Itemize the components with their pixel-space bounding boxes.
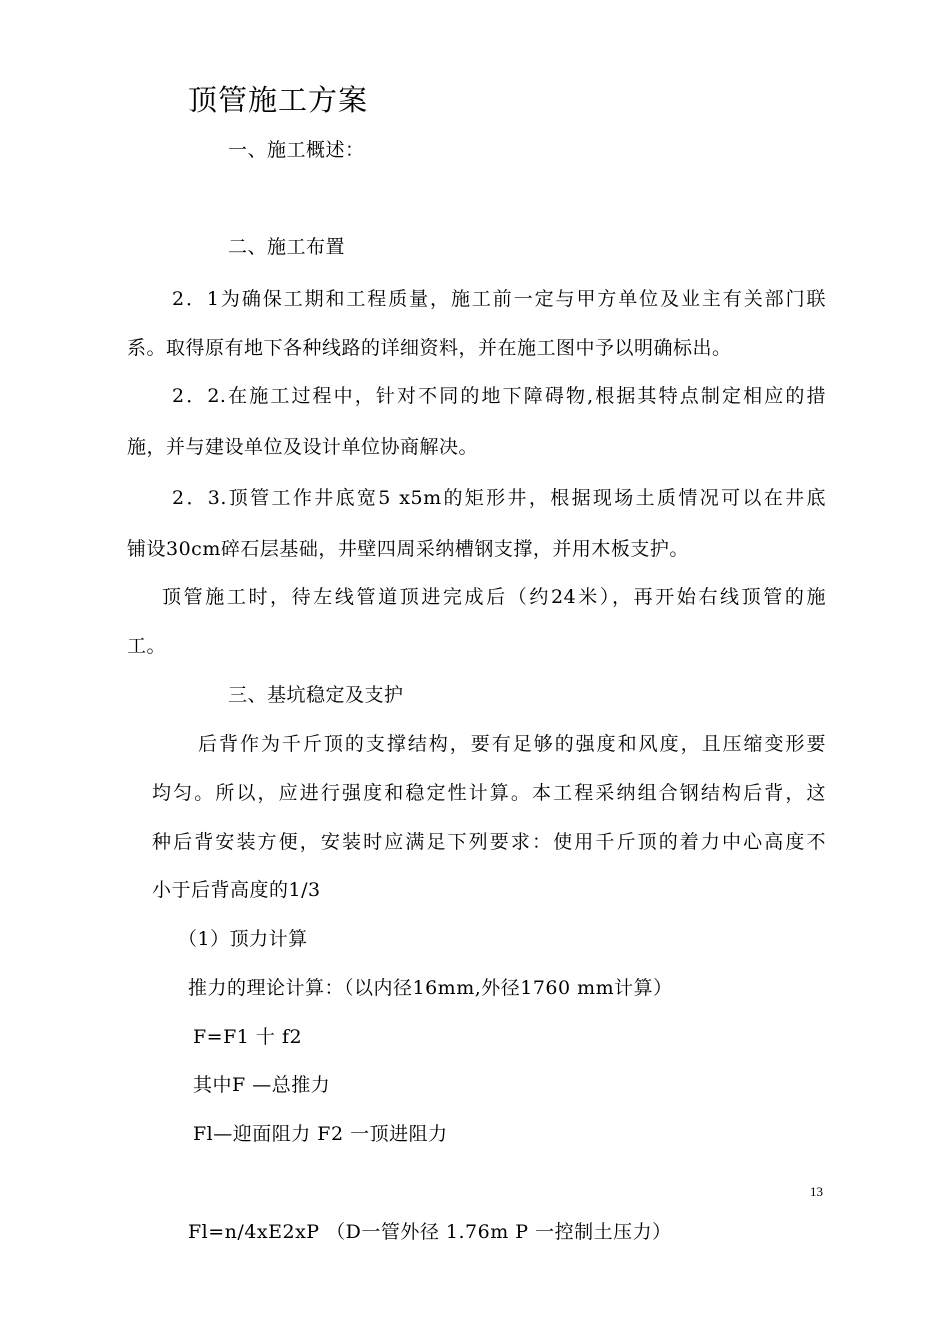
heading-jacking-force: （1）顶力计算	[178, 928, 308, 950]
paragraph-2-3-line-1: 2．3.顶管工作井底宽5 x5m的矩形井，根据现场土质情况可以在井底	[172, 487, 826, 509]
heading-foundation-pit: 三、基坑稳定及支护	[228, 684, 404, 706]
paragraph-2-2-line-2: 施，并与建设单位及设计单位协商解决。	[127, 436, 479, 458]
paragraph-backing-line-1: 后背作为千斤顶的支撑结构，要有足够的强度和风度，且压缩变形要	[198, 733, 826, 755]
heading-construction-overview: 一、施工概述：	[228, 139, 365, 161]
formula-definition-f1-f2: Fl—迎面阻力 F2 一顶进阻力	[193, 1123, 448, 1145]
paragraph-backing-line-4: 小于后背高度的1/3	[152, 879, 321, 901]
paragraph-backing-line-3: 种后背安装方便，安装时应满足下列要求：使用千斤顶的着力中心高度不	[152, 831, 826, 853]
paragraph-2-3-line-2: 铺设30cm碎石层基础，井壁四周采纳槽钢支撑，并用木板支护。	[127, 538, 689, 560]
thrust-theory-line: 推力的理论计算：（以内径16mm,外径1760 mm计算）	[188, 977, 673, 999]
formula-f1: Fl=n/4xE2xP （D一管外径 1.76m P 一控制土压力）	[188, 1221, 672, 1243]
formula-total-force: F=F1 十 f2	[193, 1026, 303, 1048]
formula-definition-f: 其中F —总推力	[193, 1074, 331, 1096]
paragraph-jacking-line-1: 顶管施工时，待左线管道顶进完成后（约24米），再开始右线顶管的施	[162, 586, 826, 608]
page-number: 13	[810, 1184, 823, 1199]
paragraph-2-2-line-1: 2．2.在施工过程中，针对不同的地下障碍物,根据其特点制定相应的措	[172, 385, 826, 407]
paragraph-backing-line-2: 均匀。所以，应进行强度和稳定性计算。本工程采纳组合钢结构后背，这	[152, 782, 826, 804]
heading-construction-layout: 二、施工布置	[228, 236, 346, 258]
paragraph-2-1-line-2: 系。取得原有地下各种线路的详细资料，并在施工图中予以明确标出。	[127, 337, 732, 359]
paragraph-jacking-line-2: 工。	[127, 635, 167, 657]
document-title: 顶管施工方案	[188, 83, 369, 117]
paragraph-2-1-line-1: 2．1为确保工期和工程质量，施工前一定与甲方单位及业主有关部门联	[172, 288, 826, 310]
